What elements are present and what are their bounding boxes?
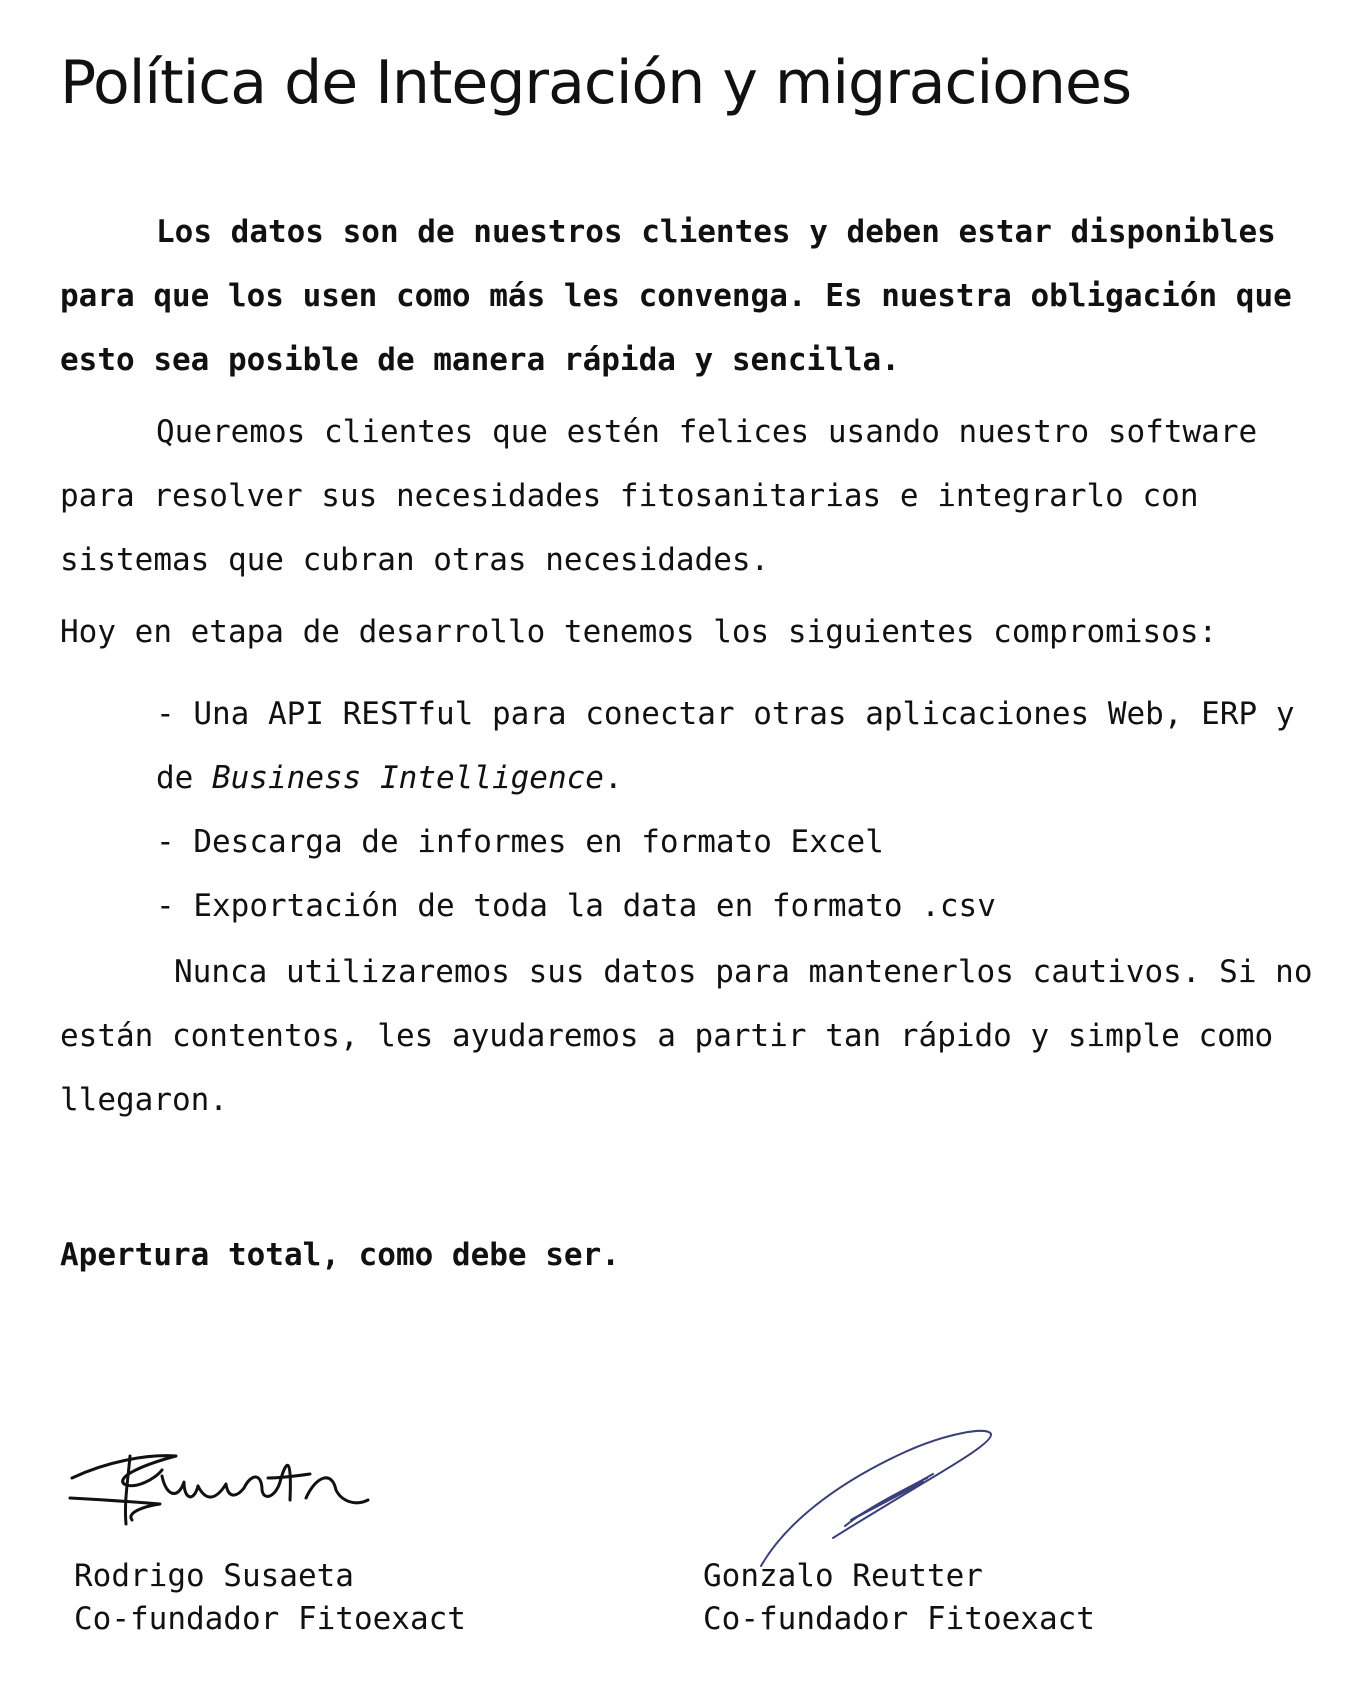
commitments-intro: Hoy en etapa de desarrollo tenemos los siguientes compromisos: [60,614,1218,650]
list-item-suffix: . [603,760,623,796]
signatory-name: Gonzalo Reutter [703,1558,983,1594]
signatory-left [74,1555,466,1641]
list-item: - Exportación de toda la data en formato .csv [156,888,996,924]
signatory-name: Rodrigo Susaeta [74,1558,354,1594]
list-item [156,682,1306,810]
closing-paragraph: Nunca utilizaremos sus datos para mantenerlos cautivos. Si no están contentos, les ayudaremos a partir tan rápido y simple como llegaron. [60,954,1313,1118]
software-paragraph: Queremos clientes que estén felices usando nuestro software para resolver sus necesidades fitosanitarias e integrarlo con sistemas que cubran otras necesidades. [60,414,1258,578]
intro-paragraph: Los datos son de nuestros clientes y deben estar disponibles para que los usen como más les convenga. Es nuestra obligación que esto sea posible de manera rápida y sencilla. [60,214,1292,378]
list-item: - Descarga de informes en formato Excel [156,824,884,860]
list-item-text: - Una API RESTful para conectar otras aplicaciones Web, ERP y de [156,696,1295,796]
signatory-right [703,1555,1095,1641]
commitments-list [156,682,1306,938]
closing-statement: Apertura total, como debe ser. [60,1237,620,1273]
signatory-role: Co-fundador Fitoexact [74,1601,466,1637]
page-title: Política de Integración y migraciones [60,48,1132,118]
signature-susaeta [66,1440,376,1530]
signatory-role: Co-fundador Fitoexact [703,1601,1095,1637]
list-item-emphasis: Business Intelligence [212,760,604,796]
signature-reutter [755,1424,1005,1574]
